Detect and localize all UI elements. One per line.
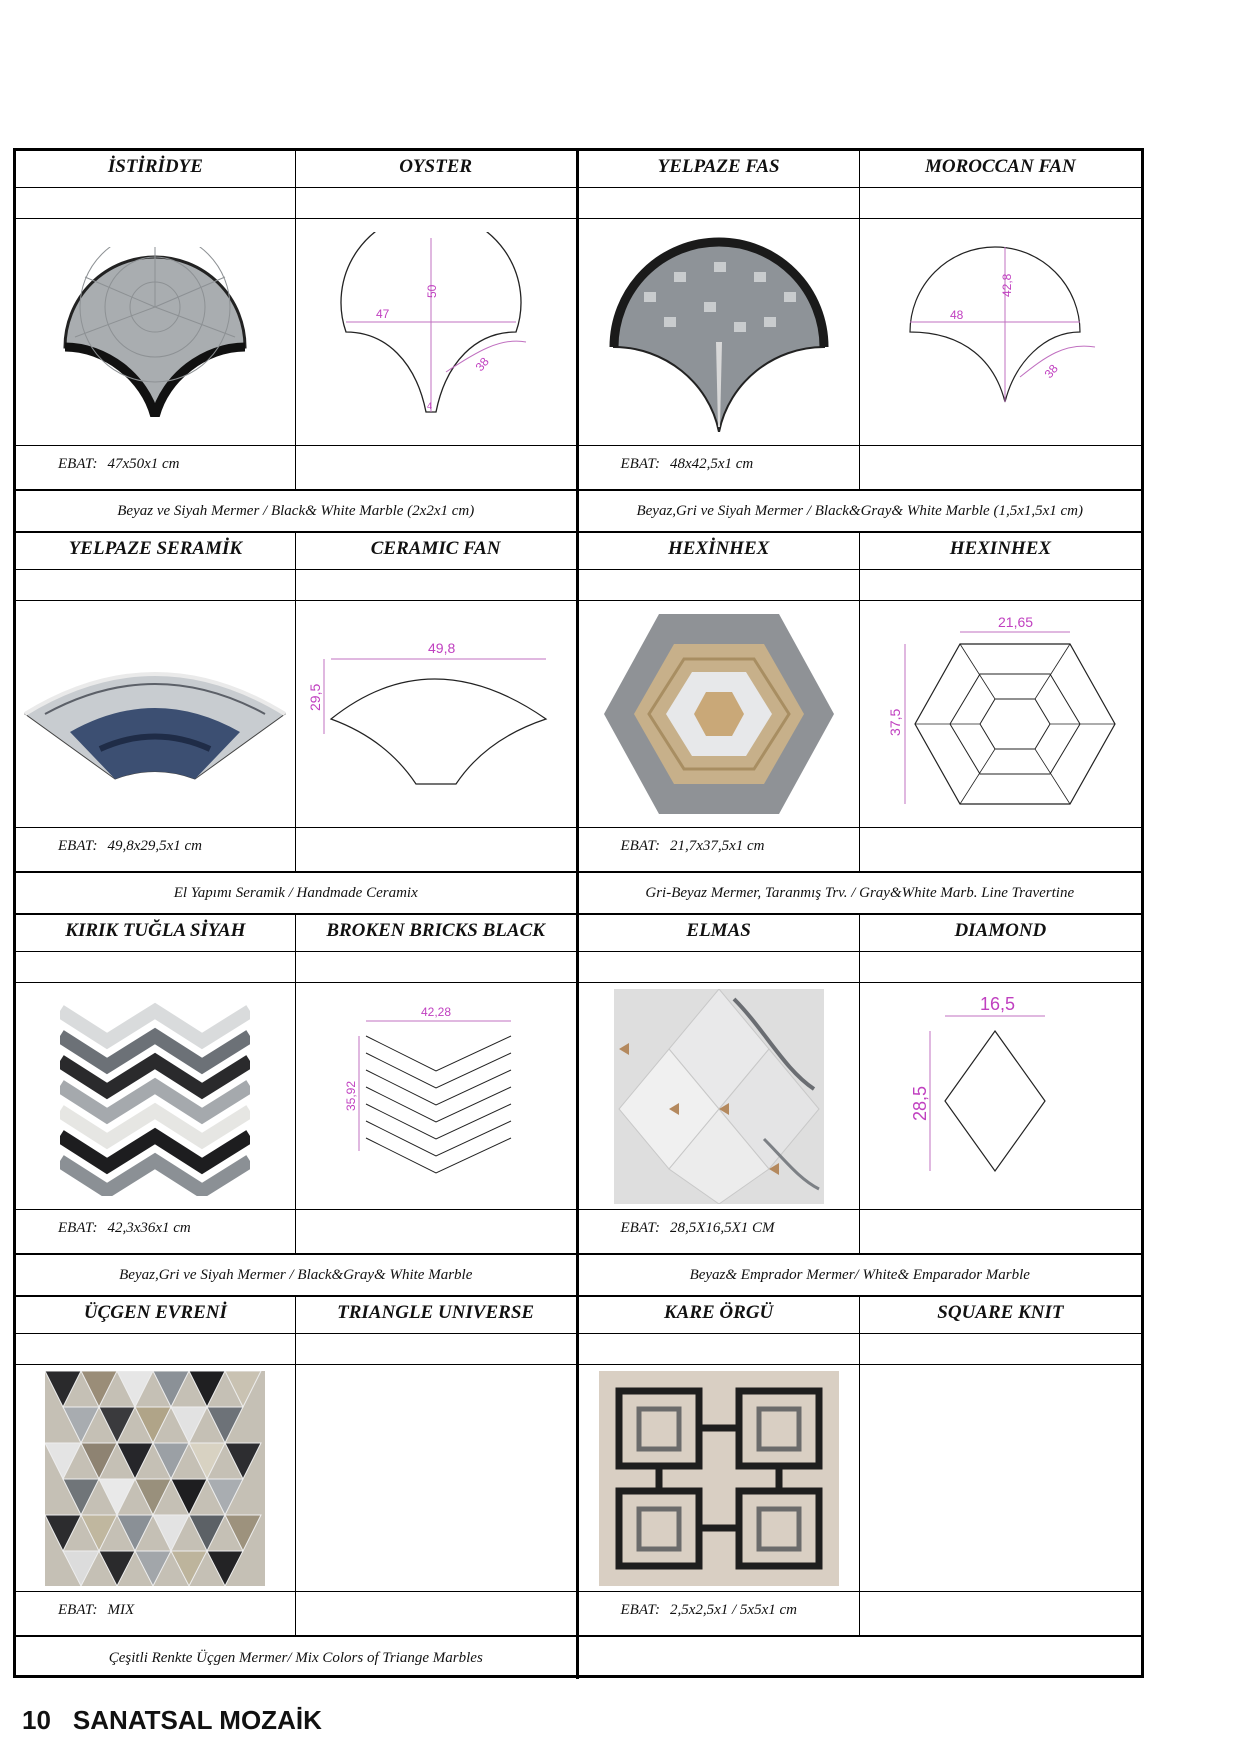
material-text: El Yapımı Seramik / Handmade Ceramix (173, 884, 418, 901)
technical-drawing (296, 601, 576, 827)
dim-label: 21,65 (998, 614, 1034, 630)
ebat-label: EBAT: (620, 456, 660, 472)
title-tr: HEXİNHEX (579, 533, 860, 569)
dim-label: 42,28 (420, 1005, 451, 1019)
dim-label: 29,5 (306, 683, 323, 711)
product-photo (579, 983, 860, 1209)
dim-label: 38 (1041, 361, 1062, 381)
ebat-value: 21,7x37,5x1 cm (669, 838, 765, 854)
ebat-label: EBAT: (620, 1220, 660, 1236)
dim-label: 48 (950, 308, 964, 322)
footer-title: SANATSAL MOZAİK (72, 1705, 322, 1735)
product-photo (16, 1365, 296, 1591)
title-en: HEXINHEX (949, 538, 1052, 559)
title-tr: YELPAZE SERAMİK (16, 533, 296, 569)
ebat-value: 49,8x29,5x1 cm (107, 838, 203, 854)
ebat-value: 48x42,5x1 cm (669, 456, 754, 472)
ebat-label: EBAT: (58, 1220, 98, 1236)
ebat-value: MIX (107, 1602, 135, 1618)
ebat-label: EBAT: (58, 456, 98, 472)
product-photo (579, 601, 860, 827)
title-tr: KARE ÖRGÜ (579, 1297, 860, 1333)
dim-label: 37,5 (887, 708, 904, 736)
product-broken-bricks (16, 915, 579, 1297)
product-hexinhex (579, 533, 1142, 915)
title-en: BROKEN BRICKS BLACK (326, 920, 545, 941)
ebat-label: EBAT: (58, 838, 98, 854)
title-tr: YELPAZE FAS (579, 151, 860, 187)
title-en: OYSTER (399, 156, 473, 177)
dim-label: 28,5 (910, 1085, 931, 1121)
material-text: Beyaz,Gri ve Siyah Mermer / Black&Gray& White Marble (1,5x1,5x1 cm) (636, 502, 1084, 519)
dim-label: 4 (426, 401, 432, 411)
dim-label: 38 (472, 354, 492, 374)
ebat-value: 28,5X16,5X1 CM (669, 1220, 775, 1236)
material-text: Beyaz ve Siyah Mermer / Black& White Marble (2x2x1 cm) (117, 502, 475, 519)
title-tr: KIRIK TUĞLA SİYAH (16, 915, 296, 951)
page-number: 10 (22, 1705, 51, 1735)
product-grid (13, 148, 1144, 1678)
ebat-label: EBAT: (620, 838, 660, 854)
product-photo (16, 219, 296, 445)
technical-drawing (296, 983, 576, 1209)
dim-label: 49,8 (427, 640, 455, 656)
title-en: CERAMIC FAN (370, 538, 501, 559)
dim-label: 50 (424, 284, 439, 298)
dim-label: 16,5 (980, 996, 1016, 1014)
ebat-value: 47x50x1 cm (107, 456, 180, 472)
material-text (579, 1637, 1142, 1679)
title-en: MOROCCAN FAN (924, 156, 1076, 177)
product-moroccan-fan (579, 151, 1142, 533)
product-photo (579, 1365, 860, 1591)
dim-label: 42,8 (1000, 273, 1015, 297)
title-tr: ELMAS (579, 915, 860, 951)
title-en: DIAMOND (954, 920, 1047, 941)
product-photo (16, 601, 296, 827)
dim-label: 35,92 (343, 1080, 358, 1111)
ebat-label: EBAT: (58, 1602, 98, 1618)
ebat-value: 42,3x36x1 cm (107, 1220, 191, 1236)
ebat-value: 2,5x2,5x1 / 5x5x1 cm (669, 1602, 797, 1618)
product-photo (16, 983, 296, 1209)
title-tr: İSTİRİDYE (16, 151, 296, 187)
product-ceramic-fan (16, 533, 579, 915)
title-en: TRIANGLE UNIVERSE (337, 1302, 535, 1323)
title-en: SQUARE KNIT (937, 1302, 1064, 1323)
title-tr: ÜÇGEN EVRENİ (16, 1297, 296, 1333)
product-diamond (579, 915, 1142, 1297)
technical-drawing (296, 219, 576, 445)
technical-drawing (860, 601, 1141, 827)
dim-label: 47 (375, 307, 389, 321)
material-text: Beyaz,Gri ve Siyah Mermer / Black&Gray& White Marble (119, 1266, 473, 1283)
page-footer (22, 1705, 344, 1736)
material-text: Gri-Beyaz Mermer, Taranmış Trv. / Gray&White Marb. Line Travertine (645, 884, 1075, 901)
product-photo (579, 219, 860, 445)
technical-drawing (860, 983, 1141, 1209)
technical-drawing (860, 219, 1141, 445)
product-triangle-universe (16, 1297, 579, 1679)
material-text: Çeşitli Renkte Üçgen Mermer/ Mix Colors of Triange Marbles (108, 1649, 483, 1666)
ebat-label: EBAT: (620, 1602, 660, 1618)
product-oyster (16, 151, 579, 533)
material-text: Beyaz& Emprador Mermer/ White& Emparador Marble (689, 1266, 1030, 1283)
product-square-knit (579, 1297, 1142, 1679)
